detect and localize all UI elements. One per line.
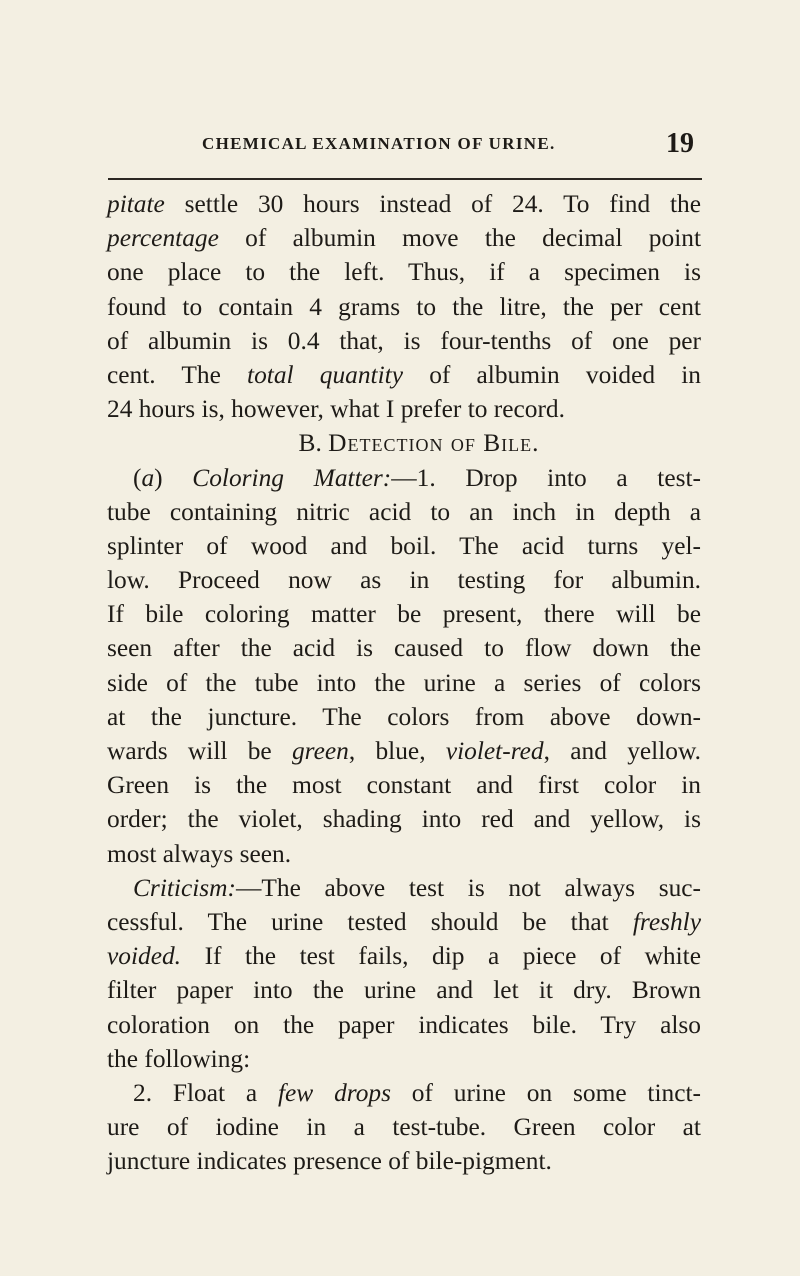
- text-line: wards will be green, blue, violet-red, and yellow.: [107, 737, 701, 765]
- text-line: 24 hours is, however, what I prefer to record.: [107, 395, 565, 424]
- text-line: most always seen.: [107, 839, 292, 868]
- text-line: splinter of wood and boil. The acid turns yel-: [107, 531, 701, 560]
- header-rule: [108, 178, 702, 180]
- text-line: (a) Coloring Matter:—1. Drop into a test-: [133, 463, 701, 492]
- text-line: percentage of albumin move the decimal point: [107, 224, 701, 253]
- text-line: voided. If the test fails, dip a piece of white: [107, 942, 701, 971]
- text-line: cent. The total quantity of albumin voided in: [107, 360, 701, 389]
- text-line: Green is the most constant and first color in: [107, 771, 701, 800]
- text-line: pitate settle 30 hours instead of 24. To find the: [107, 190, 701, 218]
- text-line: at the juncture. The colors from above down-: [107, 702, 701, 731]
- text-line: juncture indicates presence of bile-pigment.: [107, 1147, 552, 1176]
- text-line: 2. Float a few drops of urine on some tinct-: [133, 1078, 701, 1107]
- text-line: tube containing nitric acid to an inch in depth a: [107, 497, 701, 526]
- page-number: 19: [666, 128, 694, 159]
- text-line: coloration on the paper indicates bile. Try also: [107, 1010, 701, 1039]
- text-line: seen after the acid is caused to flow down the: [107, 634, 701, 663]
- text-line: If bile coloring matter be present, there will be: [107, 600, 701, 629]
- text-line: the following:: [107, 1044, 251, 1073]
- running-head-title: CHEMICAL EXAMINATION OF URINE.: [202, 134, 556, 153]
- body-text: [107, 187, 701, 1178]
- text-line: low. Proceed now as in testing for albumin.: [107, 566, 701, 595]
- text-line: cessful. The urine tested should be that freshly: [107, 907, 701, 936]
- text-line: filter paper into the urine and let it dry. Brown: [107, 976, 701, 1005]
- running-head: [0, 120, 800, 160]
- text-line: ure of iodine in a test-tube. Green color at: [107, 1113, 701, 1142]
- text-line: side of the tube into the urine a series of colors: [107, 668, 701, 697]
- text-line: Criticism:—The above test is not always suc-: [133, 873, 701, 902]
- text-line: of albumin is 0.4 that, is four-tenths of one per: [107, 326, 701, 355]
- section-heading: B. Detection of Bile.: [298, 429, 540, 458]
- text-line: found to contain 4 grams to the litre, the per cent: [107, 292, 701, 321]
- text-line: one place to the left. Thus, if a specimen is: [107, 258, 701, 287]
- text-line: order; the violet, shading into red and yellow, is: [107, 805, 701, 834]
